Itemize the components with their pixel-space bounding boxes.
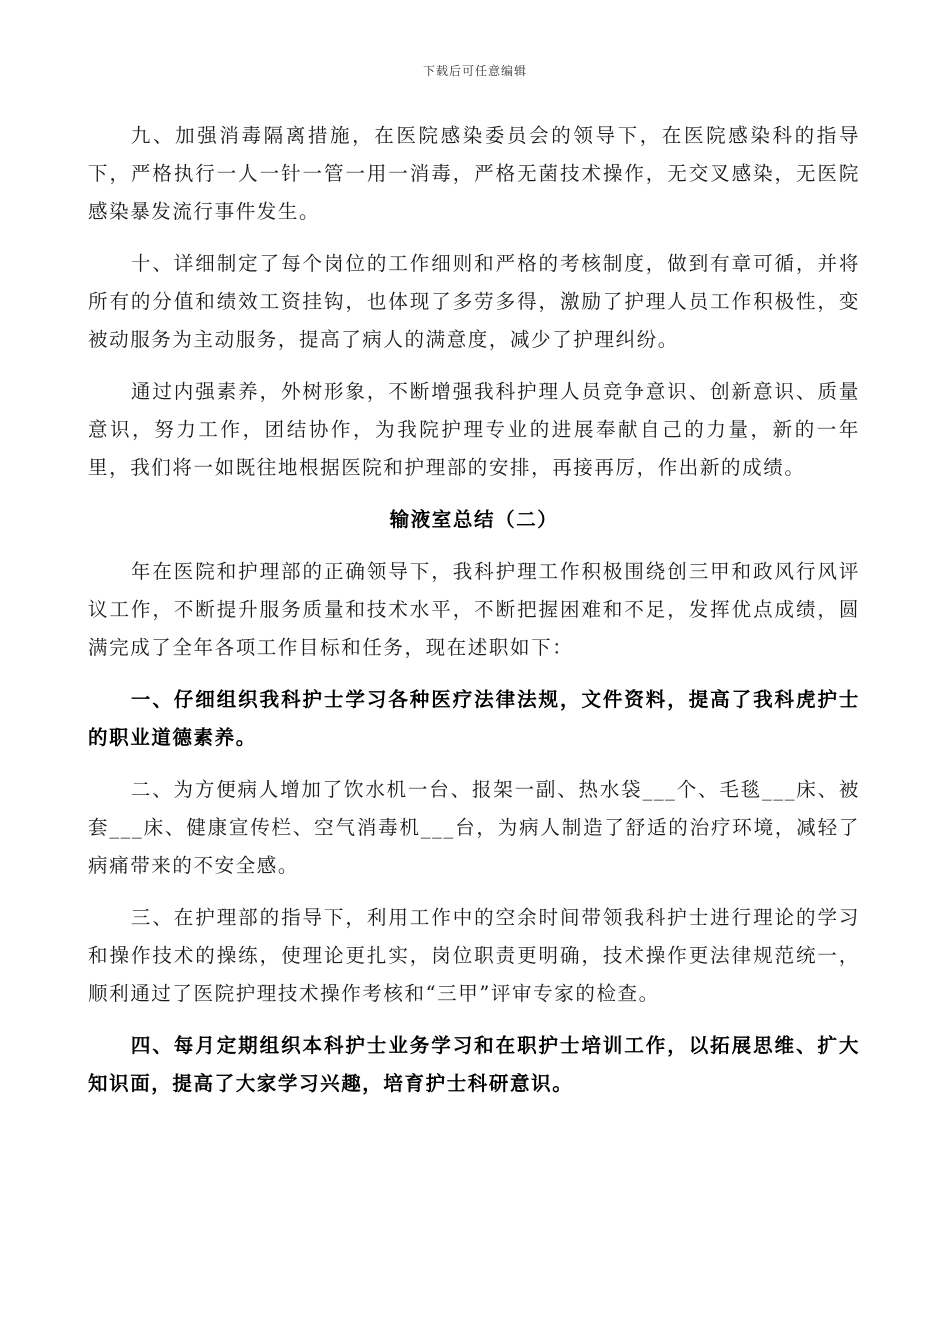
paragraph-conclusion: 通过内强素养，外树形象，不断增强我科护理人员竞争意识、创新意识、质量意识，努力工作，团结协作，为我院护理专业的进展奉献自己的力量，新的一年里，我们将一如既往地根据医院和护理部的安排，再接再厉，作出新的成绩。 xyxy=(88,380,860,479)
paragraph-assessment: 十、详细制定了每个岗位的工作细则和严格的考核制度，做到有章可循，并将所有的分值和绩效工资挂钩，也体现了多劳多得，激励了护理人员工作积极性，变被动服务为主动服务，提高了病人的满意度，减少了护理纠纷。 xyxy=(88,252,860,351)
paragraph-item-4: 四、每月定期组织本科护士业务学习和在职护士培训工作，以拓展思维、扩大知识面，提高了大家学习兴趣，培育护士科研意识。 xyxy=(88,1034,860,1095)
paragraph-item-2: 二、为方便病人增加了饮水机一台、报架一副、热水袋___个、毛毯___床、被套___床、健康宣传栏、空气消毒机___台，为病人制造了舒适的治疗环境，减轻了病痛带来的不安全感。 xyxy=(88,778,860,877)
paragraph-intro: 年在医院和护理部的正确领导下，我科护理工作积极围绕创三甲和政风行风评议工作，不断提升服务质量和技术水平，不断把握困难和不足，发挥优点成绩，圆满完成了全年各项工作目标和任务，现在述职如下： xyxy=(88,560,860,659)
paragraph-disinfection: 九、加强消毒隔离措施，在医院感染委员会的领导下，在医院感染科的指导下，严格执行一人一针一管一用一消毒，严格无菌技术操作，无交叉感染，无医院感染暴发流行事件发生。 xyxy=(88,124,860,223)
paragraph-item-3: 三、在护理部的指导下，利用工作中的空余时间带领我科护士进行理论的学习和操作技术的操练，使理论更扎实，岗位职责更明确，技术操作更法律规范统一，顺利通过了医院护理技术操作考核和“三甲”评审专家的检查。 xyxy=(88,906,860,1005)
section-title: 输液室总结（二） xyxy=(389,508,559,531)
page-header: 下载后可任意编辑 xyxy=(422,64,527,78)
document-body xyxy=(88,117,860,1103)
paragraph-item-1: 一、仔细组织我科护士学习各种医疗法律法规，文件资料，提高了我科虎护士的职业道德素养。 xyxy=(88,688,860,749)
